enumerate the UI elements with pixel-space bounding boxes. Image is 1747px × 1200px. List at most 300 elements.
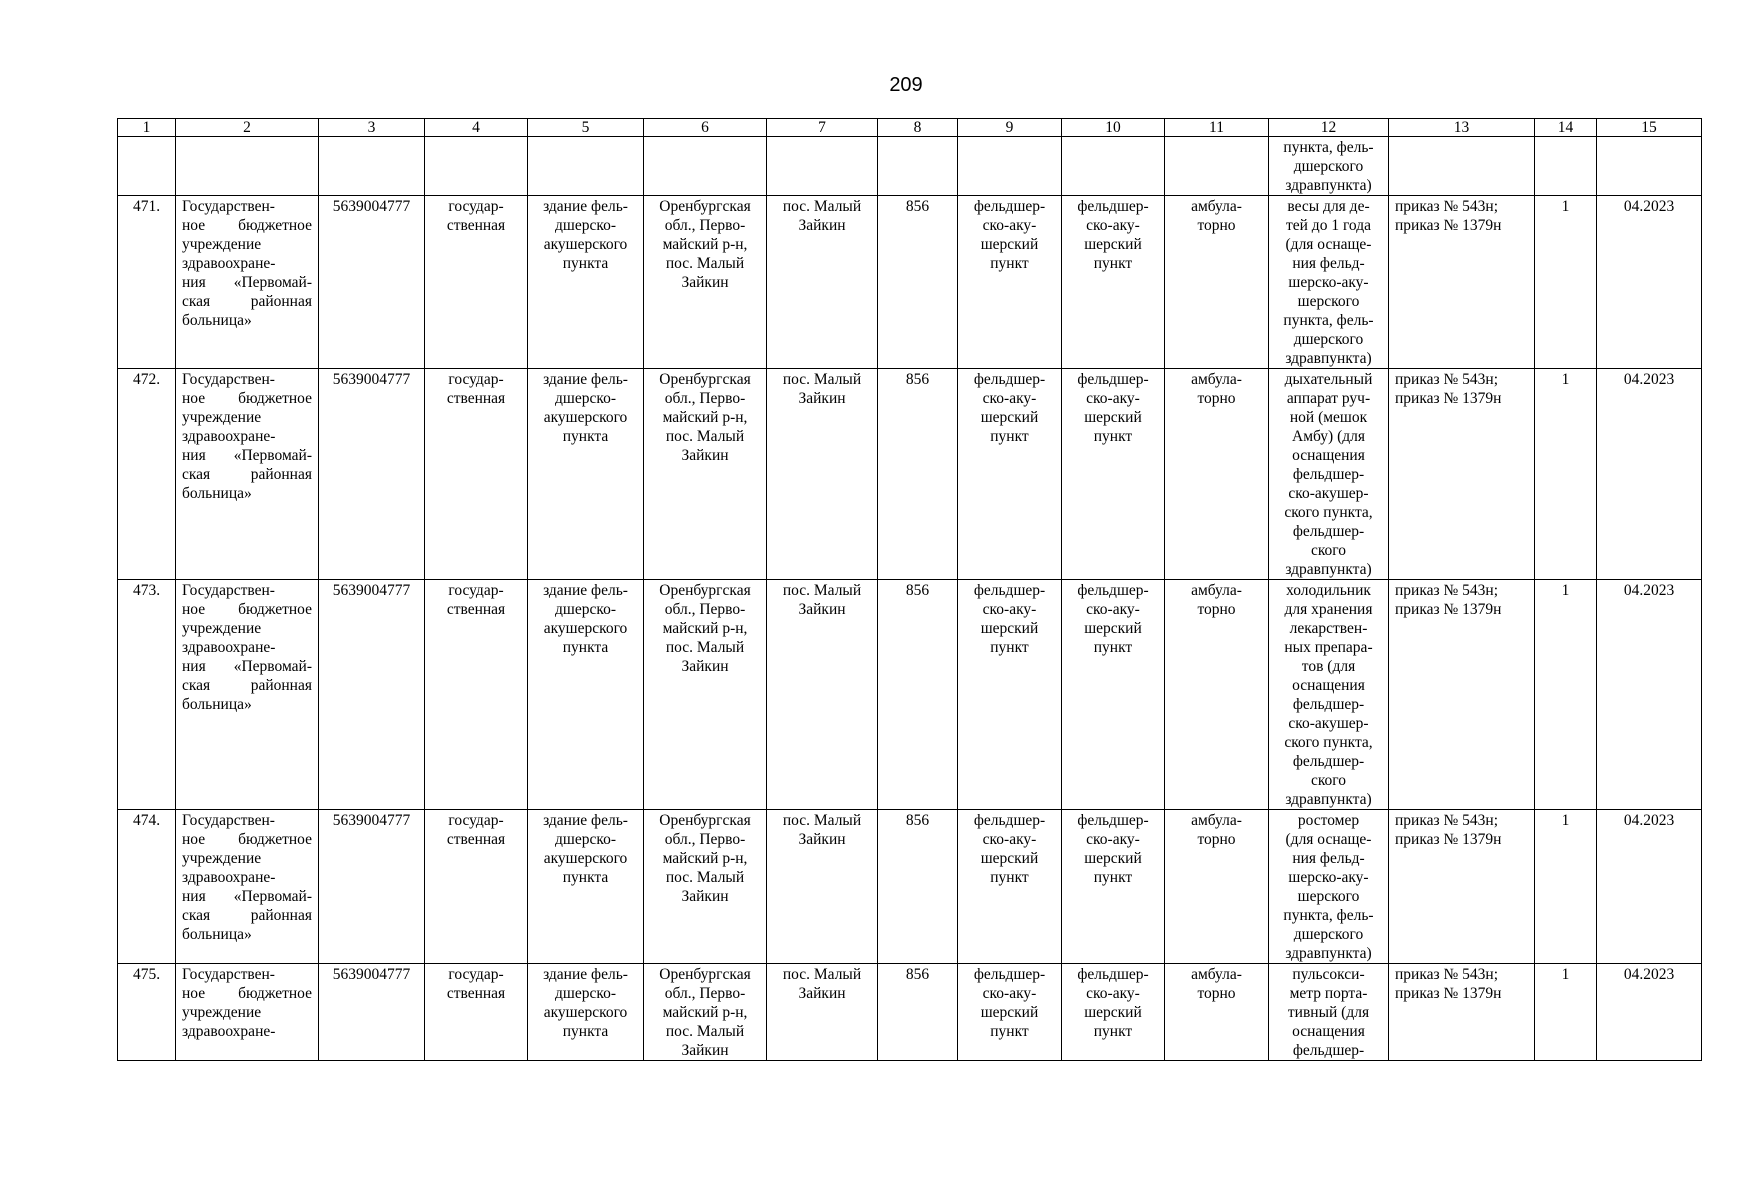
cell-line: ская районная — [182, 677, 312, 694]
col8-cell: 856 — [878, 964, 958, 1061]
table-row — [118, 196, 1702, 369]
quantity-cell: 1 — [1535, 964, 1597, 1061]
cell-line: шерский — [1084, 236, 1142, 253]
column-header-10: 10 — [1062, 119, 1165, 137]
cell-line: фельдшер- — [973, 812, 1046, 829]
row-number: 475. — [118, 964, 176, 1061]
cell-line: больница» — [182, 926, 252, 943]
cell-line: ско-аку- — [982, 985, 1037, 1002]
column-header-7: 7 — [767, 119, 878, 137]
column-header-4: 4 — [425, 119, 528, 137]
cell-line: Зайкин — [681, 658, 729, 675]
cell-line: ско-аку- — [1086, 831, 1140, 848]
cell-line: шерского — [1297, 293, 1360, 310]
cell-line: торно — [1197, 601, 1236, 618]
column-header-3: 3 — [319, 119, 425, 137]
cont-cell — [319, 137, 425, 196]
cell-line: фельдшер- — [1077, 371, 1149, 388]
order-cell — [1389, 196, 1535, 369]
cell-line: дшерского — [1293, 331, 1364, 348]
equipment-cell — [1269, 369, 1389, 580]
col9-cell — [958, 580, 1062, 810]
cell-line: шерский — [1084, 620, 1142, 637]
cell-line: приказ № 1379н — [1395, 390, 1502, 407]
cell-line: обл., Перво- — [664, 390, 746, 407]
column-header-15: 15 — [1597, 119, 1702, 137]
cell-line: шерского — [1297, 888, 1360, 905]
cell-line: пос. Малый — [782, 371, 862, 388]
row-number: 472. — [118, 369, 176, 580]
date-cell: 04.2023 — [1597, 810, 1702, 964]
cell-line: пункт — [1093, 639, 1133, 656]
cell-line: здание фель- — [543, 198, 628, 215]
cell-line: ственная — [446, 601, 506, 618]
cell-line: здание фель- — [543, 966, 628, 983]
cell-line: обл., Перво- — [664, 985, 746, 1002]
quantity-cell: 1 — [1535, 580, 1597, 810]
cell-line: пункт — [990, 869, 1029, 886]
cell-line: шерский — [980, 620, 1039, 637]
cont-cell — [878, 137, 958, 196]
column-header-8: 8 — [878, 119, 958, 137]
cell-line: ско-аку- — [1086, 217, 1140, 234]
header-row — [118, 119, 1702, 137]
cell-line: дшерско- — [555, 390, 616, 407]
date-cell: 04.2023 — [1597, 369, 1702, 580]
cell-line: лекарствен- — [1289, 620, 1368, 637]
cell-line: акушерского — [543, 409, 628, 426]
cell-line: фельдшер- — [1292, 753, 1365, 770]
organization-name — [176, 964, 319, 1061]
column-header-13: 13 — [1389, 119, 1535, 137]
cell-line: государ- — [448, 582, 504, 599]
cell-line: государ- — [448, 812, 504, 829]
cell-line: обл., Перво- — [664, 217, 746, 234]
col9-cell — [958, 369, 1062, 580]
registry-table — [117, 118, 1702, 1061]
cont-cell — [118, 137, 176, 196]
cell-line: шерский — [1084, 409, 1142, 426]
cell-line: ростомер — [1297, 812, 1360, 829]
cell-line: майский р-н, — [662, 1004, 748, 1021]
cell-line: Зайкин — [798, 390, 846, 407]
cell-line: здравоохране- — [182, 869, 276, 886]
cell-line: ния «Первомай- — [182, 447, 312, 464]
cell-line: шерский — [980, 236, 1039, 253]
cell-line: обл., Перво- — [664, 601, 746, 618]
cell-line: пункта, фель- — [1283, 907, 1374, 924]
cell-line: метр порта- — [1289, 985, 1368, 1002]
cont-line: здравпункта) — [1285, 177, 1372, 194]
quantity-cell: 1 — [1535, 810, 1597, 964]
cell-line: здравоохране- — [182, 255, 276, 272]
cell-line: ных препара- — [1284, 639, 1373, 656]
cell-line: пульсокси- — [1292, 966, 1365, 983]
column-header-6: 6 — [644, 119, 767, 137]
cell-line: дыхательный — [1284, 371, 1373, 388]
organization-name — [176, 810, 319, 964]
cell-line: Зайкин — [681, 447, 729, 464]
order-cell — [1389, 964, 1535, 1061]
col11-cell — [1165, 369, 1269, 580]
cell-line: пос. Малый — [665, 255, 745, 272]
cell-line: пункта — [562, 255, 609, 272]
cell-line: пункта — [562, 639, 609, 656]
cell-line: фельдшер- — [1077, 812, 1149, 829]
cell-line: ского пункта, — [1284, 504, 1373, 521]
cell-line: (для оснаще- — [1285, 236, 1372, 253]
quantity-cell: 1 — [1535, 196, 1597, 369]
page-number: 209 — [889, 74, 923, 96]
organization-name — [176, 580, 319, 810]
cell-line: приказ № 1379н — [1395, 601, 1502, 618]
column-header-11: 11 — [1165, 119, 1269, 137]
cell-line: фельдшер- — [1077, 198, 1149, 215]
cell-line: ско-аку- — [1086, 390, 1140, 407]
cont-cell — [1389, 137, 1535, 196]
locality-cell — [767, 580, 878, 810]
cell-line: здание фель- — [543, 812, 628, 829]
cell-line: шерский — [980, 850, 1039, 867]
cont-cell — [1597, 137, 1702, 196]
date-cell: 04.2023 — [1597, 580, 1702, 810]
date-cell: 04.2023 — [1597, 196, 1702, 369]
cell-line: торно — [1197, 985, 1236, 1002]
cont-cell — [528, 137, 644, 196]
table-body — [118, 137, 1702, 1061]
cell-line: амбула- — [1191, 198, 1242, 215]
order-cell — [1389, 810, 1535, 964]
cell-line: Зайкин — [681, 888, 729, 905]
cell-line: Зайкин — [798, 831, 846, 848]
cell-line: Зайкин — [681, 1042, 729, 1059]
col11-cell — [1165, 196, 1269, 369]
cell-line: ско-аку- — [982, 601, 1037, 618]
cell-line: государ- — [448, 371, 504, 388]
cell-line: ния «Первомай- — [182, 888, 312, 905]
cell-line: здравоохране- — [182, 1023, 276, 1040]
cell-line: здание фель- — [543, 371, 628, 388]
cell-line: пос. Малый — [782, 198, 862, 215]
cell-line: учреждение — [182, 850, 262, 867]
locality-cell — [767, 964, 878, 1061]
cell-line: тей до 1 года — [1285, 217, 1371, 234]
cell-line: ной (мешок — [1289, 409, 1368, 426]
address-cell — [644, 810, 767, 964]
object-cell — [528, 964, 644, 1061]
cont-cell — [1165, 137, 1269, 196]
col10-cell — [1062, 196, 1165, 369]
cont-line: дшерского — [1293, 158, 1364, 175]
cont-cell — [767, 137, 878, 196]
cont-line: пункта, фель- — [1283, 139, 1374, 156]
cell-line: ния «Первомай- — [182, 274, 312, 291]
cell-line: весы для де- — [1287, 198, 1370, 215]
cell-line: пункт — [990, 639, 1029, 656]
col10-cell — [1062, 964, 1165, 1061]
table-row — [118, 580, 1702, 810]
cell-line: ская районная — [182, 466, 312, 483]
cell-line: Государствен- — [182, 198, 275, 215]
inn-cell: 5639004777 — [319, 810, 425, 964]
cell-line: торно — [1197, 217, 1236, 234]
col10-cell — [1062, 580, 1165, 810]
cell-line: здравоохране- — [182, 428, 276, 445]
cell-line: акушерского — [543, 620, 628, 637]
cell-line: Оренбургская — [659, 812, 751, 829]
cell-line: ное бюджетное — [182, 831, 312, 848]
column-header-5: 5 — [528, 119, 644, 137]
cell-line: приказ № 1379н — [1395, 985, 1502, 1002]
cell-line: государ- — [448, 198, 504, 215]
locality-cell — [767, 369, 878, 580]
date-cell: 04.2023 — [1597, 964, 1702, 1061]
cell-line: Зайкин — [681, 274, 729, 291]
cell-line: оснащения — [1292, 447, 1365, 464]
cell-line: ное бюджетное — [182, 985, 312, 1002]
cell-line: фельдшер- — [973, 582, 1046, 599]
cell-line: фельдшер- — [1292, 523, 1365, 540]
cont-cell — [1535, 137, 1597, 196]
col8-cell: 856 — [878, 810, 958, 964]
col8-cell: 856 — [878, 580, 958, 810]
cell-line: аппарат руч- — [1286, 390, 1371, 407]
address-cell — [644, 196, 767, 369]
inn-cell: 5639004777 — [319, 964, 425, 1061]
cell-line: больница» — [182, 485, 252, 502]
cell-line: оснащения — [1292, 677, 1365, 694]
cell-line: дшерского — [1293, 926, 1364, 943]
cell-line: пункт — [1093, 255, 1133, 272]
cell-line: ского пункта, — [1284, 734, 1373, 751]
cell-line: ния фельд- — [1292, 850, 1365, 867]
col8-cell: 856 — [878, 196, 958, 369]
cell-line: учреждение — [182, 409, 262, 426]
cell-line: пос. Малый — [665, 1023, 745, 1040]
object-cell — [528, 369, 644, 580]
address-cell — [644, 964, 767, 1061]
col11-cell — [1165, 810, 1269, 964]
cell-line: Оренбургская — [659, 966, 751, 983]
cell-line: шерский — [1084, 850, 1142, 867]
cell-line: тов (для — [1301, 658, 1356, 675]
col9-cell — [958, 964, 1062, 1061]
cell-line: для хранения — [1284, 601, 1373, 618]
cont-cell — [1062, 137, 1165, 196]
cell-line: холодильник — [1286, 582, 1371, 599]
cell-line: приказ № 543н; — [1395, 966, 1499, 983]
col11-cell — [1165, 964, 1269, 1061]
cell-line: шерский — [1084, 1004, 1142, 1021]
row-number: 474. — [118, 810, 176, 964]
cell-line: ско-аку- — [982, 831, 1037, 848]
address-cell — [644, 369, 767, 580]
cell-line: приказ № 543н; — [1395, 812, 1499, 829]
cell-line: Амбу) (для — [1292, 428, 1365, 445]
cell-line: учреждение — [182, 236, 262, 253]
cell-line: тивный (для — [1287, 1004, 1370, 1021]
cell-line: Зайкин — [798, 217, 846, 234]
cell-line: здравпункта) — [1285, 791, 1372, 808]
cell-line: приказ № 1379н — [1395, 831, 1502, 848]
cell-line: акушерского — [543, 1004, 628, 1021]
cell-line: ственная — [446, 831, 506, 848]
cell-line: Государствен- — [182, 582, 275, 599]
cell-line: фельдшер- — [1292, 1042, 1365, 1059]
cell-line: пункт — [1093, 428, 1133, 445]
cell-line: майский р-н, — [662, 409, 748, 426]
cell-line: ственная — [446, 217, 506, 234]
cell-line: амбула- — [1191, 582, 1242, 599]
inn-cell: 5639004777 — [319, 196, 425, 369]
cell-line: Государствен- — [182, 812, 275, 829]
address-cell — [644, 580, 767, 810]
cell-line: торно — [1197, 831, 1236, 848]
cell-line: пункта — [562, 869, 609, 886]
cell-line: дшерско- — [555, 217, 616, 234]
cell-line: майский р-н, — [662, 620, 748, 637]
cell-line: Государствен- — [182, 966, 275, 983]
cell-line: ско-аку- — [1086, 985, 1140, 1002]
cell-line: ского — [1310, 772, 1347, 789]
cell-line: фельдшер- — [973, 966, 1046, 983]
cell-line: ния фельд- — [1292, 255, 1365, 272]
cell-line: обл., Перво- — [664, 831, 746, 848]
cell-line: Зайкин — [798, 985, 846, 1002]
cell-line: пункт — [1093, 1023, 1133, 1040]
inn-cell: 5639004777 — [319, 580, 425, 810]
cell-line: ное бюджетное — [182, 601, 312, 618]
cell-line: здравпункта) — [1285, 561, 1372, 578]
order-cell — [1389, 369, 1535, 580]
cell-line: ственная — [446, 390, 506, 407]
cell-line: пункт — [990, 428, 1029, 445]
equipment-cell — [1269, 964, 1389, 1061]
col8-cell: 856 — [878, 369, 958, 580]
cell-line: больница» — [182, 696, 252, 713]
cell-line: больница» — [182, 312, 252, 329]
cell-line: дшерско- — [555, 985, 616, 1002]
cell-line: ская районная — [182, 293, 312, 310]
cell-line: шерско-аку- — [1288, 869, 1369, 886]
cell-line: акушерского — [543, 850, 628, 867]
cell-line: здание фель- — [543, 582, 628, 599]
col9-cell — [958, 810, 1062, 964]
cell-line: ственная — [446, 985, 506, 1002]
cell-line: амбула- — [1191, 812, 1242, 829]
cell-line: акушерского — [543, 236, 628, 253]
cell-line: шерско-аку- — [1288, 274, 1369, 291]
column-header-2: 2 — [176, 119, 319, 137]
cell-line: шерский — [980, 409, 1039, 426]
cell-line: пункт — [1093, 869, 1133, 886]
cell-line: Оренбургская — [659, 198, 751, 215]
object-cell — [528, 196, 644, 369]
cell-line: учреждение — [182, 1004, 262, 1021]
cell-line: торно — [1197, 390, 1236, 407]
organization-name — [176, 196, 319, 369]
cell-line: (для оснаще- — [1285, 831, 1372, 848]
column-header-9: 9 — [958, 119, 1062, 137]
cell-line: дшерско- — [555, 831, 616, 848]
cell-line: здравоохране- — [182, 639, 276, 656]
cell-line: ско-акушер- — [1288, 715, 1369, 732]
cont-cell — [176, 137, 319, 196]
object-cell — [528, 580, 644, 810]
cell-line: здравпункта) — [1285, 350, 1372, 367]
locality-cell — [767, 810, 878, 964]
locality-cell — [767, 196, 878, 369]
quantity-cell: 1 — [1535, 369, 1597, 580]
cell-line: пос. Малый — [665, 639, 745, 656]
cont-cell — [958, 137, 1062, 196]
cell-line: фельдшер- — [1077, 966, 1149, 983]
table-row — [118, 964, 1702, 1061]
cont-cell — [425, 137, 528, 196]
cell-line: ско-акушер- — [1288, 485, 1369, 502]
cell-line: учреждение — [182, 620, 262, 637]
col11-cell — [1165, 580, 1269, 810]
cell-line: пункт — [990, 255, 1029, 272]
cell-line: приказ № 543н; — [1395, 371, 1499, 388]
cont-cell — [644, 137, 767, 196]
row-number: 473. — [118, 580, 176, 810]
cont-equipment-cell — [1269, 137, 1389, 196]
col10-cell — [1062, 369, 1165, 580]
column-header-14: 14 — [1535, 119, 1597, 137]
cell-line: фельдшер- — [1292, 696, 1365, 713]
cell-line: ско-аку- — [982, 217, 1037, 234]
cell-line: пос. Малый — [665, 428, 745, 445]
col10-cell — [1062, 810, 1165, 964]
ownership-cell — [425, 810, 528, 964]
column-header-12: 12 — [1269, 119, 1389, 137]
cell-line: фельдшер- — [973, 371, 1046, 388]
cell-line: ско-аку- — [982, 390, 1037, 407]
equipment-cell — [1269, 810, 1389, 964]
column-header-1: 1 — [118, 119, 176, 137]
cell-line: шерский — [980, 1004, 1039, 1021]
cell-line: Зайкин — [798, 601, 846, 618]
cell-line: фельдшер- — [1292, 466, 1365, 483]
cell-line: приказ № 1379н — [1395, 217, 1502, 234]
ownership-cell — [425, 964, 528, 1061]
cell-line: пос. Малый — [782, 582, 862, 599]
cell-line: пос. Малый — [782, 812, 862, 829]
cell-line: майский р-н, — [662, 236, 748, 253]
cell-line: дшерско- — [555, 601, 616, 618]
ownership-cell — [425, 369, 528, 580]
cell-line: пункта — [562, 1023, 609, 1040]
object-cell — [528, 810, 644, 964]
col9-cell — [958, 196, 1062, 369]
cell-line: пос. Малый — [782, 966, 862, 983]
equipment-cell — [1269, 196, 1389, 369]
cell-line: здравпункта) — [1285, 945, 1372, 962]
cell-line: пункта — [562, 428, 609, 445]
cell-line: приказ № 543н; — [1395, 198, 1499, 215]
order-cell — [1389, 580, 1535, 810]
ownership-cell — [425, 196, 528, 369]
cell-line: пункта, фель- — [1283, 312, 1374, 329]
cell-line: приказ № 543н; — [1395, 582, 1499, 599]
ownership-cell — [425, 580, 528, 810]
cell-line: оснащения — [1292, 1023, 1365, 1040]
cell-line: государ- — [448, 966, 504, 983]
cell-line: ное бюджетное — [182, 390, 312, 407]
equipment-cell — [1269, 580, 1389, 810]
inn-cell: 5639004777 — [319, 369, 425, 580]
